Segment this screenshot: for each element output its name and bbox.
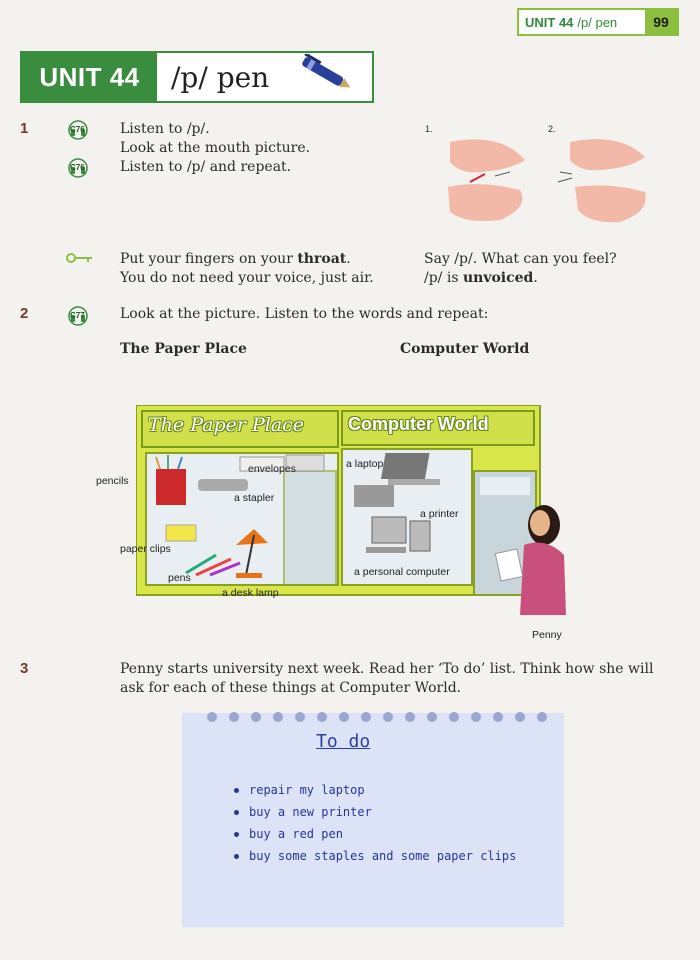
tip-text-bold: unvoiced [462, 270, 534, 286]
tip-text [424, 269, 538, 288]
shopfront-illustration [136, 405, 576, 615]
section-number: 3 [20, 660, 29, 677]
shop-name-heading: The Paper Place [120, 341, 247, 357]
todo-list [234, 783, 516, 871]
list-item [234, 805, 516, 827]
section-number: 1 [20, 120, 29, 137]
item-label-pens: pens [168, 572, 191, 584]
item-label-personal-computer: a personal computer [354, 566, 450, 578]
track-number: C76 [70, 163, 85, 172]
tip-text-bold: throat [297, 251, 347, 267]
tip-text-part: . [533, 270, 538, 286]
todo-title: To do [316, 731, 371, 752]
instruction-line: Listen to /p/. [120, 121, 210, 137]
shop-sign-paper-place: The Paper Place [148, 414, 305, 436]
list-item [234, 849, 516, 871]
todo-item-text: buy some staples and some paper clips [249, 849, 517, 863]
shop-name-heading: Computer World [400, 341, 530, 357]
header-sound: /p/ pen [577, 14, 618, 30]
bullet-icon [234, 832, 239, 837]
instruction-line: Listen to /p/ and repeat. [120, 159, 292, 175]
instruction-line: Look at the mouth picture. [120, 140, 311, 156]
item-label-penny: Penny [532, 629, 562, 641]
list-item [234, 783, 516, 805]
instruction-line: Look at the picture. Listen to the words and repeat: [120, 306, 489, 322]
bullet-icon [234, 810, 239, 815]
tip-text-part: . [346, 251, 351, 267]
item-label-laptop: a laptop [346, 458, 384, 470]
todo-item-text: buy a new printer [249, 805, 372, 819]
tip-text-part: /p/ is [424, 270, 463, 286]
page-number: 99 [645, 10, 677, 34]
todo-card [182, 713, 564, 927]
section-number: 2 [20, 305, 29, 322]
shop-sign-computer-world: Computer World [348, 414, 489, 434]
key-icon [66, 252, 94, 264]
pen-icon [296, 54, 358, 94]
tip-text [120, 250, 351, 269]
item-label-envelopes: envelopes [248, 463, 296, 475]
tip-text: You do not need your voice, just air. [120, 270, 374, 286]
unit-phoneme: /p/ pen [171, 60, 270, 94]
track-number: C77 [70, 311, 85, 320]
header-unit-label: UNIT 44 [525, 14, 574, 30]
track-number: C76 [70, 125, 85, 134]
mouth-label: 1. [425, 124, 433, 134]
list-item [234, 827, 516, 849]
todo-item-text: buy a red pen [249, 827, 343, 841]
page-header-tab [517, 8, 679, 36]
item-label-stapler: a stapler [234, 492, 275, 504]
item-label-pencils: pencils [96, 475, 129, 487]
instruction-line: Penny starts university next week. Read her ‘To do’ list. Think how she will [120, 661, 654, 677]
mouth-label: 2. [548, 124, 556, 134]
tip-text: Say /p/. What can you feel? [424, 251, 617, 267]
todo-item-text: repair my laptop [249, 783, 365, 797]
item-label-paper-clips: paper clips [120, 543, 171, 555]
mouth-diagram-image [440, 132, 660, 232]
tip-text-part: Put your fingers on your [120, 251, 298, 267]
unit-title: UNIT 44 [22, 53, 157, 101]
bullet-icon [234, 788, 239, 793]
bullet-icon [234, 854, 239, 859]
item-label-printer: a printer [420, 508, 459, 520]
item-label-desk-lamp: a desk lamp [222, 587, 279, 599]
spiral-binding-icon [182, 711, 564, 723]
instruction-line: ask for each of these things at Computer World. [120, 680, 462, 696]
